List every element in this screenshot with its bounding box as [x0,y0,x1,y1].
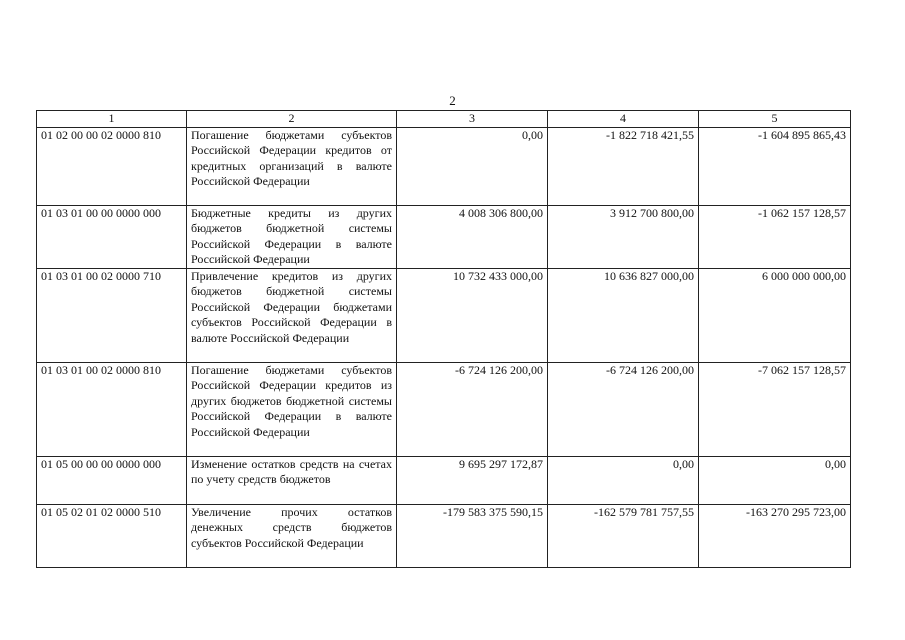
amount-cell-col5: 6 000 000 000,00 [699,269,851,363]
page-number: 2 [449,93,456,108]
budget-code-cell: 01 02 00 00 02 0000 810 [37,128,187,206]
amount-cell-col3: -6 724 126 200,00 [397,363,548,457]
amount-cell-col4: 0,00 [548,457,699,505]
description-cell: Погашение бюджетами субъектов Российской Федерации кредитов из других бюджетов бюджетной системы Российской Федерации в валюте Российской Федерации [187,363,397,457]
table-row [37,269,851,363]
amount-cell-col5: -1 604 895 865,43 [699,128,851,206]
description-cell: Изменение остатков средств на счетах по учету средств бюджетов [187,457,397,505]
budget-code-cell: 01 03 01 00 02 0000 710 [37,269,187,363]
description-cell: Привлечение кредитов из других бюджетов бюджетной системы Российской Федерации бюджетами субъектов Российской Федерации в валюте Российской Федерации [187,269,397,363]
description-cell: Увеличение прочих остатков денежных средств бюджетов субъектов Российской Федерации [187,505,397,568]
budget-code-cell: 01 03 01 00 00 0000 000 [37,206,187,269]
amount-cell-col5: 0,00 [699,457,851,505]
amount-cell-col3: 9 695 297 172,87 [397,457,548,505]
amount-cell-col5: -163 270 295 723,00 [699,505,851,568]
table-row [37,457,851,505]
budget-sources-table [36,110,851,568]
amount-cell-col4: -6 724 126 200,00 [548,363,699,457]
table-row [37,505,851,568]
column-number-header-row [37,111,851,128]
amount-cell-col4: 10 636 827 000,00 [548,269,699,363]
amount-cell-col3: 10 732 433 000,00 [397,269,548,363]
column-header-2: 2 [187,111,397,128]
budget-code-cell: 01 05 02 01 02 0000 510 [37,505,187,568]
table-row [37,363,851,457]
amount-cell-col4: 3 912 700 800,00 [548,206,699,269]
description-cell: Погашение бюджетами субъектов Российской Федерации кредитов от кредитных организаций в валюте Российской Федерации [187,128,397,206]
amount-cell-col3: 4 008 306 800,00 [397,206,548,269]
amount-cell-col5: -1 062 157 128,57 [699,206,851,269]
budget-code-cell: 01 03 01 00 02 0000 810 [37,363,187,457]
column-header-5: 5 [699,111,851,128]
column-header-3: 3 [397,111,548,128]
amount-cell-col3: 0,00 [397,128,548,206]
amount-cell-col4: -1 822 718 421,55 [548,128,699,206]
column-header-4: 4 [548,111,699,128]
column-header-1: 1 [37,111,187,128]
amount-cell-col4: -162 579 781 757,55 [548,505,699,568]
amount-cell-col5: -7 062 157 128,57 [699,363,851,457]
table-row [37,206,851,269]
budget-code-cell: 01 05 00 00 00 0000 000 [37,457,187,505]
amount-cell-col3: -179 583 375 590,15 [397,505,548,568]
description-cell: Бюджетные кредиты из других бюджетов бюджетной системы Российской Федерации в валюте Российской Федерации [187,206,397,269]
table-row [37,128,851,206]
